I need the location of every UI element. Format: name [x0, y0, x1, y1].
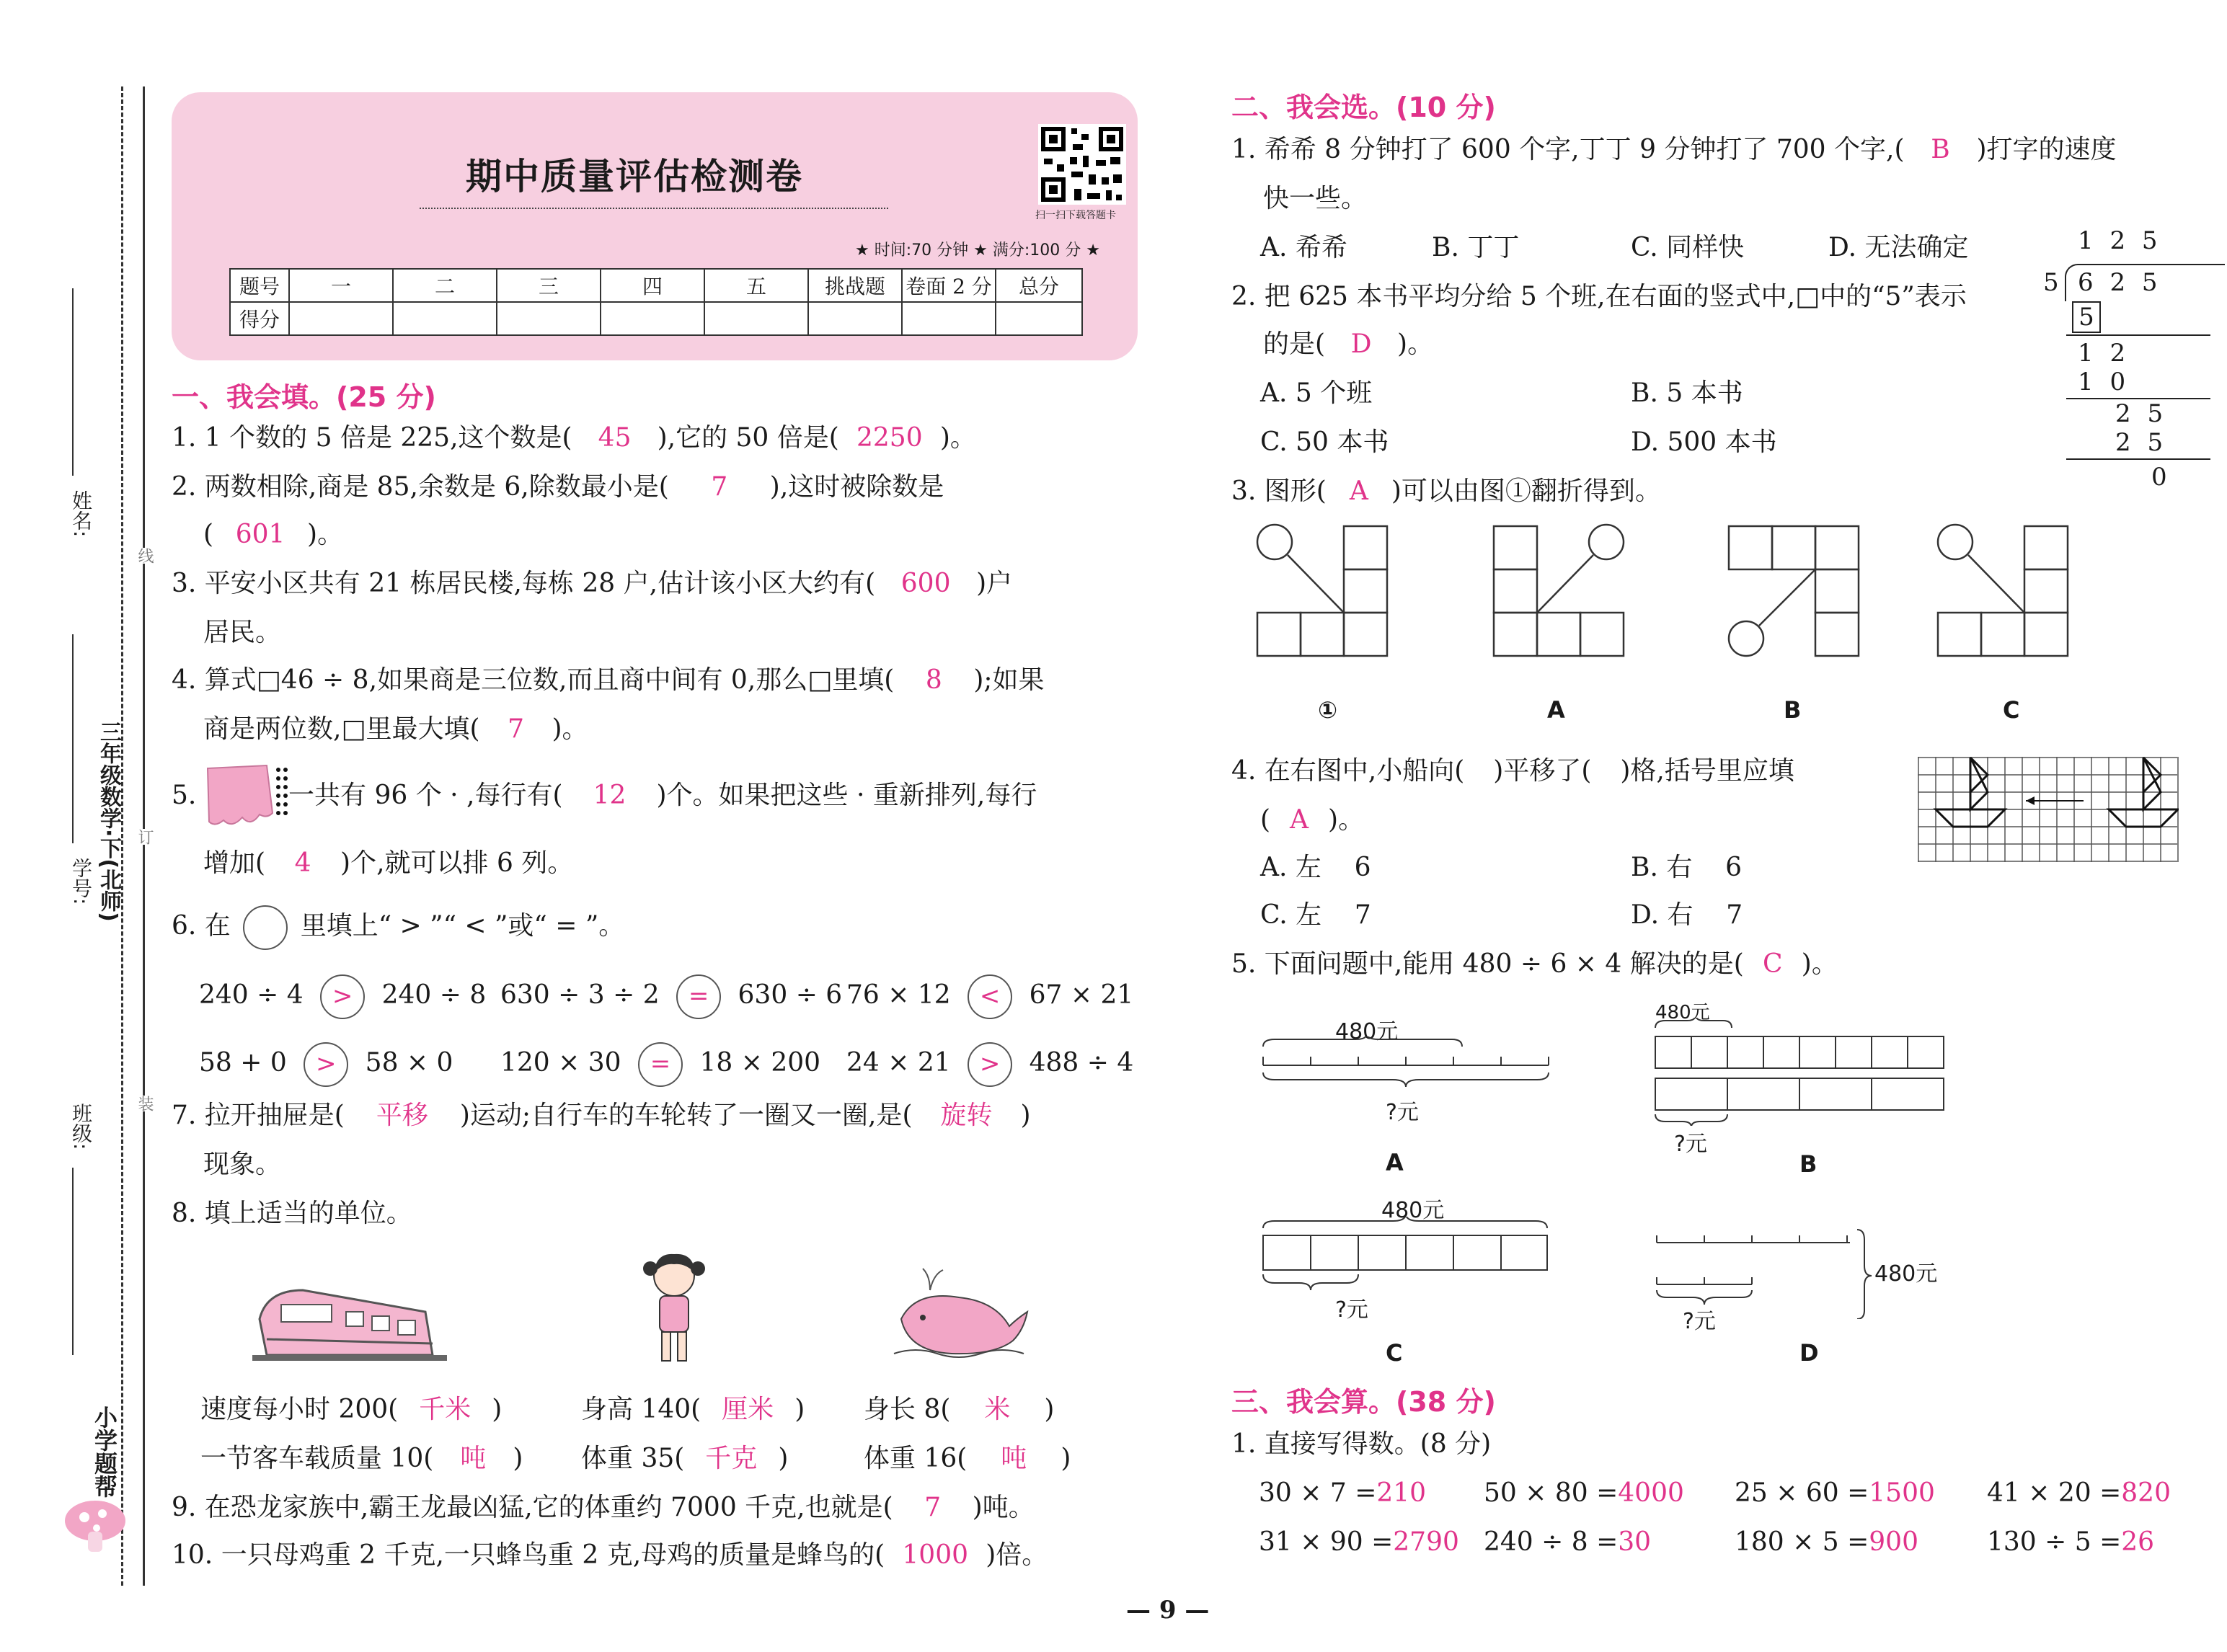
compare-answer: =	[638, 1042, 683, 1087]
figure-label: A	[1547, 696, 1565, 724]
fold-figure-1	[1254, 522, 1399, 659]
answer: 吨	[1001, 1444, 1027, 1473]
calc-item: 30 × 7 =210	[1259, 1478, 1427, 1508]
answer: 820	[2121, 1478, 2171, 1508]
question-1-5-cont: 增加( 4 )个,就可以排 6 列。	[203, 848, 574, 878]
calc-item: 31 × 90 =2790	[1259, 1527, 1459, 1557]
unit-item: 速度每小时 200( 千米 )	[200, 1395, 502, 1424]
question-1-4-cont: 商是两位数,□里最大填( 7 )。	[203, 714, 588, 744]
answer: 1500	[1869, 1478, 1935, 1508]
answer: 7	[711, 472, 728, 502]
option: A. 希希	[1260, 233, 1347, 262]
question-1-9: 9. 在恐龙家族中,霸王龙最凶猛,它的体重约 7000 千克,也就是( 7 )吨。	[172, 1493, 1035, 1522]
score-row-label: 得分	[230, 302, 289, 335]
score-cell[interactable]	[902, 302, 996, 335]
figure-label: B	[1784, 696, 1802, 724]
cut-mark-3: 装	[133, 1096, 156, 1111]
compare-item: 58 + 0 > 58 × 0	[199, 1042, 453, 1087]
calc-item: 25 × 60 =1500	[1735, 1478, 1935, 1508]
calc-item: 180 × 5 =900	[1735, 1527, 1918, 1557]
calc-item: 130 ÷ 5 =26	[1987, 1527, 2155, 1557]
score-cell[interactable]	[497, 302, 601, 335]
division-divisor: 5	[2043, 268, 2059, 297]
name-line	[72, 288, 74, 476]
answer: 12	[593, 781, 627, 810]
score-header-cell: 五	[704, 269, 808, 302]
title-underline	[420, 208, 888, 209]
figure-label: C	[2003, 696, 2020, 724]
question-1-2: 2. 两数相除,商是 85,余数是 6,除数最小是( 7 ),这时被除数是	[172, 472, 944, 502]
train-illustration	[252, 1276, 447, 1369]
compare-item: 240 ÷ 4 > 240 ÷ 8	[199, 974, 486, 1019]
option: C. 50 本书	[1260, 427, 1389, 457]
cut-mark-1: 线	[133, 548, 156, 564]
question-1-5-num: 5.	[172, 781, 197, 810]
division-remainder: 0	[2151, 463, 2167, 492]
answer: 平移	[376, 1101, 428, 1130]
calc-item: 240 ÷ 8 =30	[1484, 1527, 1652, 1557]
answer: 旋转	[940, 1101, 993, 1130]
figure-label: ①	[1318, 696, 1338, 724]
compare-item: 76 × 12 < 67 × 21	[846, 974, 1133, 1019]
question-1-1: 1. 1 个数的 5 倍是 225,这个数是( 45 ),它的 50 倍是( 2250 )。	[172, 423, 976, 453]
answer: C	[1763, 949, 1783, 979]
diagram-b-amount: 480元	[1655, 1002, 1710, 1023]
division-step: 2 5	[2115, 399, 2168, 428]
compare-answer: <	[968, 974, 1012, 1019]
answer: 厘米	[722, 1395, 774, 1424]
division-rule	[2066, 458, 2210, 460]
question-1-8: 8. 填上适当的单位。	[172, 1199, 412, 1228]
answer: 2790	[1393, 1527, 1459, 1557]
answer: B	[1931, 135, 1950, 164]
answer: 900	[1869, 1527, 1918, 1557]
answer: 7	[508, 714, 524, 744]
diagram-b	[1651, 1018, 1947, 1126]
question-1-3: 3. 平安小区共有 21 栋居民楼,每栋 28 户,估计该小区大约有( 600 )户	[172, 569, 1013, 598]
compare-item: 24 × 21 > 488 ÷ 4	[846, 1042, 1133, 1087]
answer: 600	[900, 569, 951, 598]
question-1-3-cont: 居民。	[203, 618, 282, 647]
page-title: 期中质量评估检测卷	[466, 155, 803, 197]
division-step: 2 5	[2115, 428, 2168, 457]
unit-item: 体重 16( 吨 )	[864, 1444, 1071, 1473]
answer: 30	[1618, 1527, 1652, 1557]
diagram-label: D	[1799, 1339, 1819, 1367]
score-header-cell: 题号	[230, 269, 289, 302]
score-header-cell: 一	[289, 269, 393, 302]
id-line	[72, 634, 74, 843]
diagram-a-unknown: ?元	[1386, 1100, 1419, 1125]
question-2-1: 1. 希希 8 分钟打了 600 个字,丁丁 9 分钟打了 700 个字,( B )打字的速度	[1231, 135, 2117, 164]
compare-answer: =	[676, 974, 721, 1019]
time-info: ★ 时间:70 分钟 ★ 满分:100 分 ★	[855, 241, 1100, 259]
diagram-c-unknown: ?元	[1335, 1297, 1368, 1323]
score-header-cell: 二	[393, 269, 497, 302]
answer: 吨	[460, 1444, 487, 1473]
calc-item: 41 × 20 =820	[1987, 1478, 2171, 1508]
diagram-d-unknown: ?元	[1683, 1309, 1716, 1334]
class-label: 班级:	[69, 1103, 93, 1150]
section-2-title: 二、我会选。(10 分)	[1231, 92, 1496, 123]
answer: 601	[235, 520, 285, 549]
question-3-1: 1. 直接写得数。(8 分)	[1231, 1429, 1492, 1459]
score-header-cell: 总分	[996, 269, 1082, 302]
score-cell[interactable]	[393, 302, 497, 335]
compare-item: 120 × 30 = 18 × 200	[500, 1042, 820, 1087]
qr-code-icon	[1038, 124, 1126, 205]
question-1-7: 7. 拉开抽屉是( 平移 )运动;自行车的车轮转了一圈又一圈,是( 旋转 )	[172, 1101, 1031, 1130]
torn-paper-dots-icon	[203, 763, 297, 835]
diagram-c	[1259, 1217, 1554, 1303]
question-1-10: 10. 一只母鸡重 2 千克,一只蜂鸟重 2 克,母鸡的质量是蜂鸟的( 1000 )倍。	[172, 1540, 1048, 1570]
option: A. 5 个班	[1260, 378, 1373, 408]
diagram-c-amount: 480元	[1381, 1198, 1445, 1223]
score-table	[229, 268, 1083, 336]
unit-item: 一节客车载质量 10( 吨 )	[200, 1444, 523, 1473]
score-header-cell: 卷面 2 分	[902, 269, 996, 302]
question-2-2: 2. 把 625 本书平均分给 5 个班,在右面的竖式中,□中的“5”表示	[1231, 282, 1967, 311]
section-1-title: 一、我会填。(25 分)	[172, 381, 436, 413]
whale-illustration	[887, 1261, 1031, 1369]
answer: D	[1350, 329, 1372, 359]
score-cell[interactable]	[996, 302, 1082, 335]
class-line	[72, 1168, 74, 1355]
option: D. 无法确定	[1828, 233, 1969, 262]
division-boxed-5: 5	[2072, 301, 2101, 333]
boat-grid	[1918, 757, 2179, 865]
qr-caption: 扫一扫下载答题卡	[1035, 210, 1116, 221]
answer: 7	[924, 1493, 942, 1522]
cut-mark-2: 订	[133, 829, 156, 845]
question-2-2-cont: 的是( D )。	[1263, 329, 1434, 359]
division-rule	[2066, 334, 2210, 336]
compare-answer: >	[304, 1042, 348, 1087]
diagram-b-unknown: ?元	[1674, 1132, 1707, 1157]
answer: 45	[598, 423, 632, 453]
page-number: — 9 —	[1126, 1596, 1210, 1625]
answer: A	[1290, 805, 1309, 835]
question-2-1-cont: 快一些。	[1263, 184, 1368, 213]
option: C. 左 7	[1260, 900, 1371, 930]
question-2-4-cont: ( A )。	[1260, 805, 1365, 835]
long-division	[2040, 223, 2221, 497]
question-1-4: 4. 算式□46 ÷ 8,如果商是三位数,而且商中间有 0,那么□里填( 8 );如果	[172, 665, 1045, 695]
score-cell[interactable]	[289, 302, 393, 335]
diagram-label: B	[1799, 1150, 1818, 1178]
fold-figure-c	[1935, 522, 2079, 659]
answer: 4	[294, 848, 311, 878]
diagram-a-amount: 480元	[1335, 1019, 1399, 1044]
fold-figure-a	[1491, 522, 1635, 659]
answer: 千克	[705, 1444, 758, 1473]
compare-answer: >	[968, 1042, 1012, 1087]
option: B. 5 本书	[1631, 378, 1743, 408]
division-dividend: 6 2 5	[2078, 268, 2162, 297]
answer: A	[1349, 476, 1368, 506]
compare-circle-icon	[243, 905, 288, 950]
unit-item: 体重 35( 千克 )	[581, 1444, 789, 1473]
division-quotient: 1 2 5	[2078, 226, 2162, 255]
option: A. 左 6	[1260, 853, 1371, 882]
score-header-cell: 三	[497, 269, 601, 302]
score-cell[interactable]	[704, 302, 808, 335]
answer: 4000	[1618, 1478, 1684, 1508]
mushroom-logo	[59, 1492, 131, 1557]
answer: 2250	[856, 423, 923, 453]
fold-figure-b	[1723, 522, 1867, 659]
question-2-5: 5. 下面问题中,能用 480 ÷ 6 × 4 解决的是( C )。	[1231, 949, 1838, 979]
option: D. 500 本书	[1631, 427, 1777, 457]
option: B. 丁丁	[1432, 233, 1520, 262]
diagram-label: C	[1386, 1339, 1403, 1367]
answer: 1000	[902, 1540, 969, 1570]
calc-item: 50 × 80 =4000	[1484, 1478, 1684, 1508]
answer: 千米	[419, 1395, 471, 1424]
grade-label: 三年级数学·下(北师)	[96, 721, 121, 922]
division-step: 1 0	[2078, 368, 2130, 396]
option: D. 右 7	[1631, 900, 1743, 930]
score-header-cell: 挑战题	[808, 269, 902, 302]
id-label: 学号:	[69, 858, 93, 905]
score-cell[interactable]	[808, 302, 902, 335]
answer: 26	[2121, 1527, 2155, 1557]
question-2-4: 4. 在右图中,小船向( )平移了( )格,括号里应填	[1231, 756, 1794, 786]
diagram-d-amount: 480元	[1874, 1261, 1938, 1287]
name-label: 姓名:	[69, 490, 93, 538]
option: C. 同样快	[1631, 233, 1745, 262]
answer: 8	[925, 665, 942, 695]
question-1-7-cont: 现象。	[203, 1150, 282, 1179]
option: B. 右 6	[1631, 853, 1743, 882]
unit-item: 身长 8( 米 )	[864, 1395, 1055, 1424]
girl-illustration	[634, 1247, 714, 1369]
division-step: 1 2	[2078, 339, 2130, 368]
unit-item: 身高 140( 厘米 )	[581, 1395, 805, 1424]
answer: 米	[984, 1395, 1011, 1424]
compare-answer: >	[320, 974, 365, 1019]
question-1-5: 一共有 96 个 · ,每行有( 12 )个。如果把这些 · 重新排列,每行	[288, 781, 1037, 810]
brand-label: 小学题帮	[91, 1405, 118, 1498]
score-cell[interactable]	[601, 302, 704, 335]
question-2-3: 3. 图形( A )可以由图①翻折得到。	[1231, 476, 1661, 506]
question-1-6: 6. 在 里填上“ > ”“ < ”或“ = ”。	[172, 905, 624, 950]
section-3-title: 三、我会算。(38 分)	[1231, 1386, 1496, 1418]
score-header-cell: 四	[601, 269, 704, 302]
question-1-2-cont: ( 601 )。	[203, 520, 344, 549]
answer: 210	[1376, 1478, 1427, 1508]
compare-item: 630 ÷ 3 ÷ 2 = 630 ÷ 6	[500, 974, 842, 1019]
diagram-label: A	[1386, 1149, 1404, 1176]
